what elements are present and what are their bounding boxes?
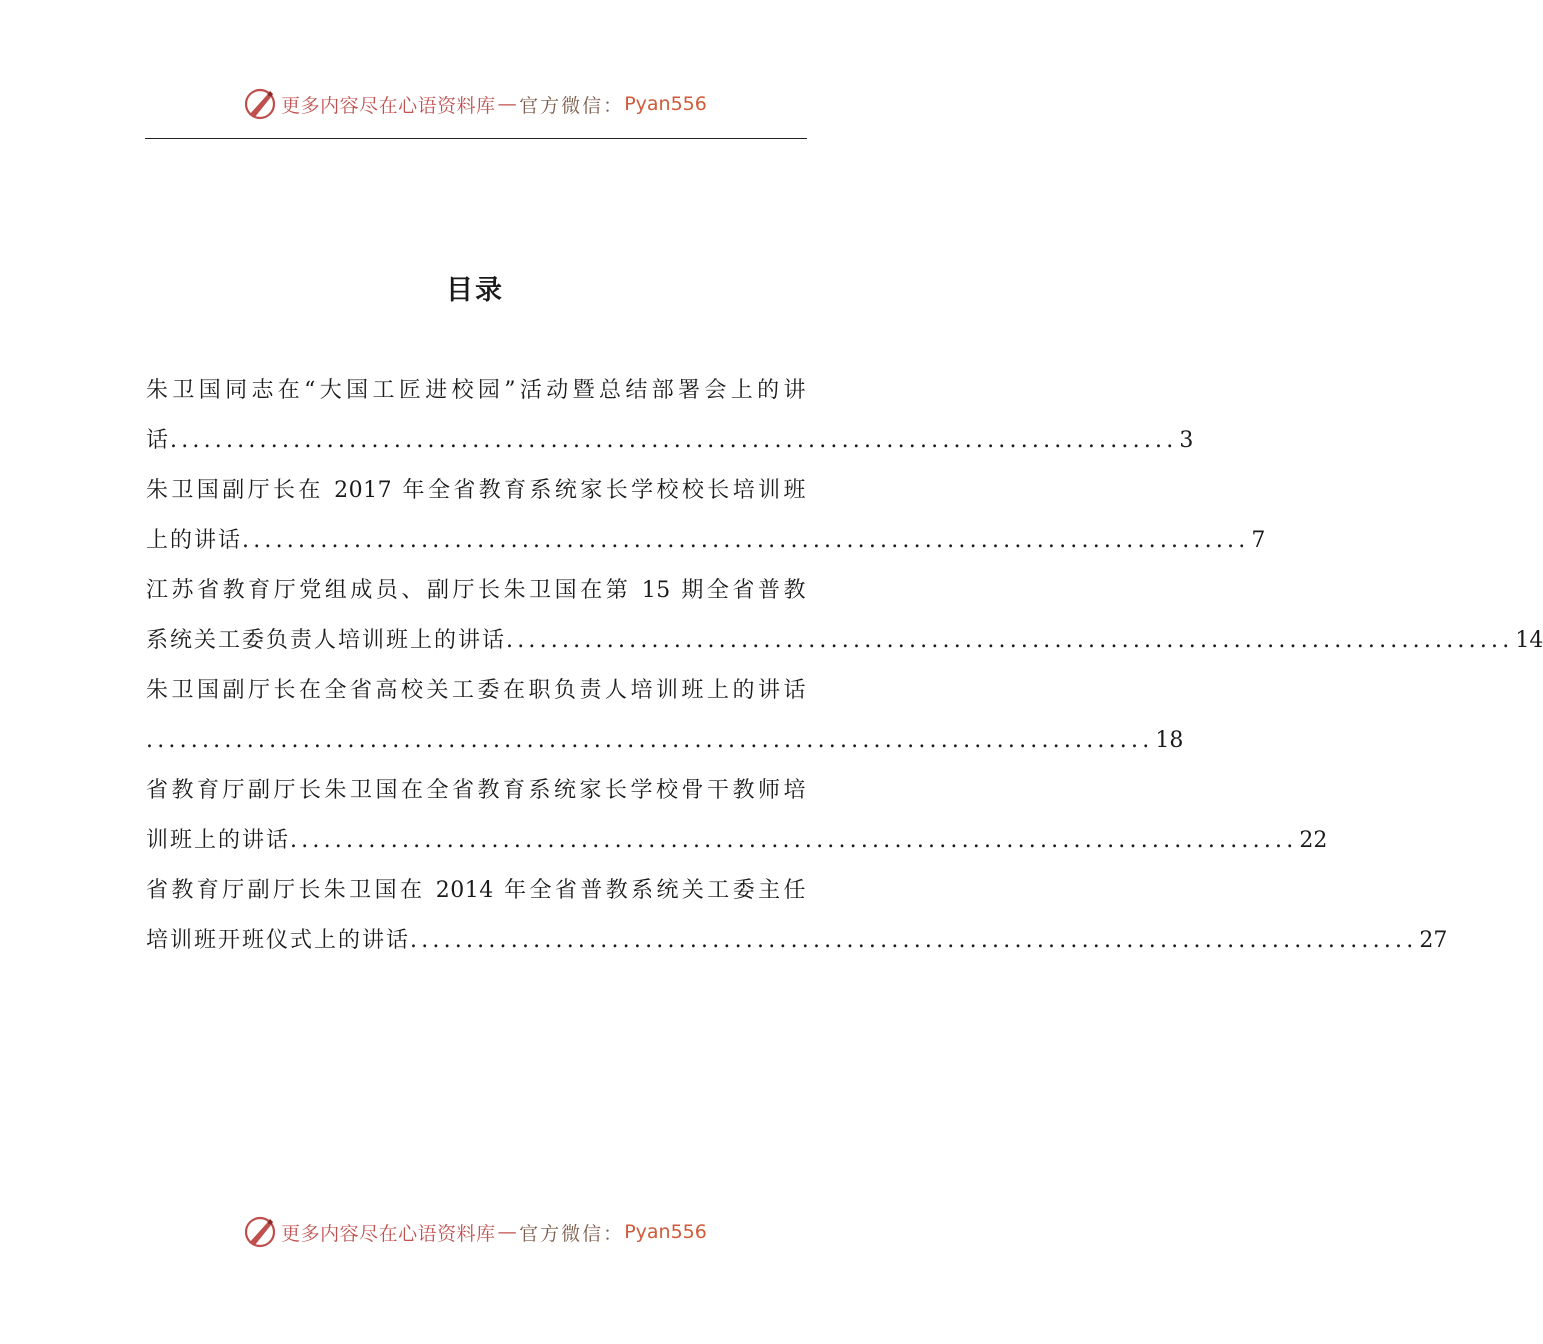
toc-entry-line1: 朱卫国副厅长在 2017 年全省教育系统家长学校校长培训班 (146, 478, 806, 503)
banner-official-label: 官方微信： (519, 1222, 625, 1245)
banner-official-label: 官方微信： (519, 94, 625, 117)
toc-entry-line2-text: 培训班开班仪式上的讲话 (146, 928, 411, 953)
toc-entry[interactable] (146, 666, 1184, 766)
toc-entry-line2-text: 话 (146, 428, 171, 453)
toc-leader-dots: .......................................................................................... (410, 928, 1418, 953)
toc-entry[interactable] (146, 766, 1328, 866)
header-rule (145, 138, 807, 139)
toc-leader-dots: .......................................................................................... (146, 728, 1154, 753)
toc-leader-dots: .......................................................................................... (290, 828, 1298, 853)
toc-entry-line1: 江苏省教育厅党组成员、副厅长朱卫国在第 15 期全省普教 (146, 578, 806, 603)
toc-page-number: 27 (1419, 928, 1448, 953)
toc-entry-line2 (146, 716, 1184, 766)
toc-entry-line2 (146, 816, 1328, 866)
toc-entry-line1: 朱卫国同志在“大国工匠进校园”活动暨总结部署会上的讲 (146, 378, 806, 403)
toc-leader-dots: .......................................................................................... (242, 528, 1250, 553)
toc-entry[interactable] (146, 466, 1266, 566)
toc-entry[interactable] (146, 366, 1194, 466)
toc-entry-line2 (146, 916, 1448, 966)
banner-main-text: 更多内容尽在心语资料库 (281, 94, 496, 117)
header-banner (0, 84, 950, 124)
toc-entry-line2-text: 训班上的讲话 (146, 828, 291, 853)
banner-dash: — (497, 93, 518, 115)
toc-entry[interactable] (146, 566, 1543, 666)
toc-entry-line1: 朱卫国副厅长在全省高校关工委在职负责人培训班上的讲话 (146, 678, 806, 703)
toc-entry-line2 (146, 516, 1266, 566)
toc-entry-line2-text: 系统关工委负责人培训班上的讲话 (146, 628, 507, 653)
banner-wechat-id: Pyan556 (624, 1221, 707, 1243)
toc-leader-dots: .......................................................................................... (170, 428, 1178, 453)
banner-dash: — (497, 1221, 518, 1243)
toc-leader-dots: .......................................................................................... (506, 628, 1514, 653)
toc-entry[interactable] (146, 866, 1448, 966)
toc-entry-line1: 省教育厅副厅长朱卫国在全省教育系统家长学校骨干教师培 (146, 778, 806, 803)
toc-entry-line1: 省教育厅副厅长朱卫国在 2014 年全省普教系统关工委主任 (146, 878, 806, 903)
banner-main-text: 更多内容尽在心语资料库 (281, 1222, 496, 1245)
pen-logo-icon (243, 87, 277, 121)
toc-entry-line2-text: 上的讲话 (146, 528, 243, 553)
toc-page-number: 14 (1515, 628, 1543, 653)
toc-page-number: 3 (1179, 428, 1194, 453)
pen-logo-icon (243, 1215, 277, 1249)
table-of-contents (146, 366, 1543, 966)
toc-entry-line2 (146, 616, 1543, 666)
banner-wechat-id: Pyan556 (624, 93, 707, 115)
toc-page-number: 18 (1155, 728, 1184, 753)
toc-entry-line2 (146, 416, 1194, 466)
toc-title: 目录 (446, 275, 504, 306)
toc-page-number: 7 (1251, 528, 1266, 553)
footer-banner (0, 1212, 950, 1252)
toc-page-number: 22 (1299, 828, 1328, 853)
